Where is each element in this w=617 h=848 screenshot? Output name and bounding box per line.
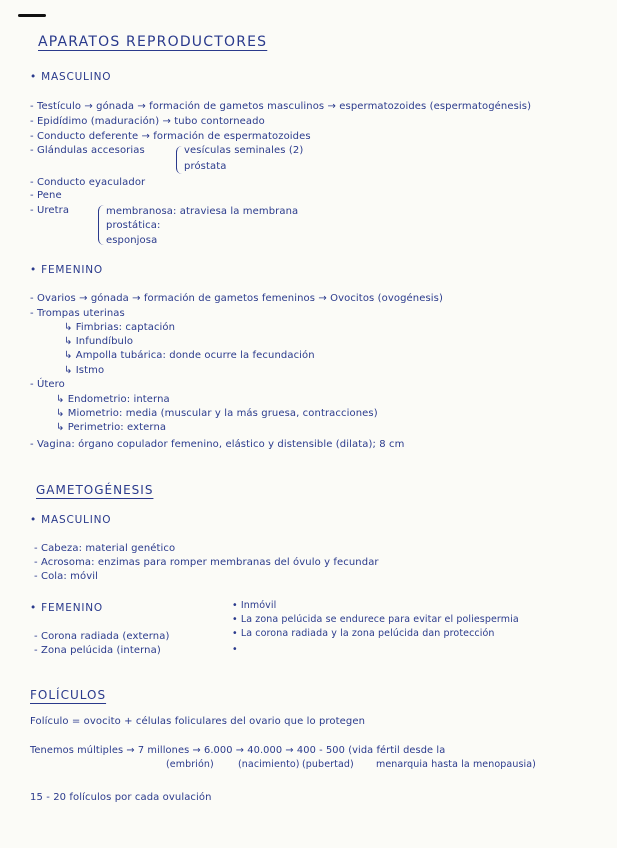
count-note: menarquia hasta la menopausia) xyxy=(376,759,536,770)
pen-mark xyxy=(18,14,46,17)
section-femenino: • FEMENINO xyxy=(30,264,103,276)
list-item: - Trompas uterinas xyxy=(30,308,125,319)
brace xyxy=(176,146,183,174)
sub-item: ↳ Infundíbulo xyxy=(64,336,134,347)
list-item: - Conducto eyaculador xyxy=(30,177,146,188)
list-item: - Testículo → gónada → formación de gametos masculinos → espermatozoides (espermatogénesis) xyxy=(30,101,532,112)
count-note: (pubertad) xyxy=(302,759,354,770)
sub-item: ↳ Miometrio: media (muscular y la más gruesa, contracciones) xyxy=(56,408,378,419)
sub-item: próstata xyxy=(184,161,227,172)
list-item: - Acrosoma: enzimas para romper membranas del óvulo y fecundar xyxy=(34,557,379,568)
sub-item: membranosa: atraviesa la membrana xyxy=(106,206,299,217)
count-line: Tenemos múltiples → 7 millones → 6.000 → 40.000 → 400 - 500 (vida fértil desde la xyxy=(30,745,446,756)
list-item: - Uretra xyxy=(30,205,70,216)
section-title: GAMETOGÉNESIS xyxy=(36,483,154,497)
definition: Folículo = ovocito + células foliculares del ovario que lo protegen xyxy=(30,716,366,727)
sub-item: ↳ Ampolla tubárica: donde ocurre la fecundación xyxy=(64,350,315,361)
list-item: - Ovarios → gónada → formación de gametos femeninos → Ovocitos (ovogénesis) xyxy=(30,293,443,304)
list-item: - Zona pelúcida (interna) xyxy=(34,645,161,656)
note-item: • Inmóvil xyxy=(232,600,277,611)
list-item: - Útero xyxy=(30,379,65,390)
count-note: (nacimiento) xyxy=(238,759,300,770)
sub-item: esponjosa xyxy=(106,235,158,246)
list-item: - Cola: móvil xyxy=(34,571,98,582)
section-masculino: • MASCULINO xyxy=(30,71,112,83)
brace xyxy=(98,205,105,245)
section-femenino: • FEMENINO xyxy=(30,602,103,614)
sub-item: vesículas seminales (2) xyxy=(184,145,304,156)
ovulation-line: 15 - 20 folículos por cada ovulación xyxy=(30,792,212,803)
sub-item: ↳ Istmo xyxy=(64,365,105,376)
sub-item: prostática: xyxy=(106,220,161,231)
note-item: • La zona pelúcida se endurece para evitar el poliespermia xyxy=(232,614,519,625)
list-item: - Cabeza: material genético xyxy=(34,543,176,554)
sub-item: ↳ Fimbrias: captación xyxy=(64,322,176,333)
list-item: - Conducto deferente → formación de espermatozoides xyxy=(30,131,311,142)
list-item: - Glándulas accesorias xyxy=(30,145,145,156)
sub-item: ↳ Perimetrio: externa xyxy=(56,422,167,433)
list-item: - Corona radiada (externa) xyxy=(34,631,170,642)
sub-item: ↳ Endometrio: interna xyxy=(56,394,170,405)
page-title: APARATOS REPRODUCTORES xyxy=(38,34,268,50)
count-note: (embrión) xyxy=(166,759,214,770)
section-masculino: • MASCULINO xyxy=(30,514,112,526)
note-item: • La corona radiada y la zona pelúcida dan protección xyxy=(232,628,495,639)
list-item: - Vagina: órgano copulador femenino, elástico y distensible (dilata); 8 cm xyxy=(30,439,405,450)
list-item: - Epidídimo (maduración) → tubo contorneado xyxy=(30,116,265,127)
list-item: - Pene xyxy=(30,190,62,201)
section-title: FOLÍCULOS xyxy=(30,688,107,702)
note-item: • xyxy=(232,644,238,655)
